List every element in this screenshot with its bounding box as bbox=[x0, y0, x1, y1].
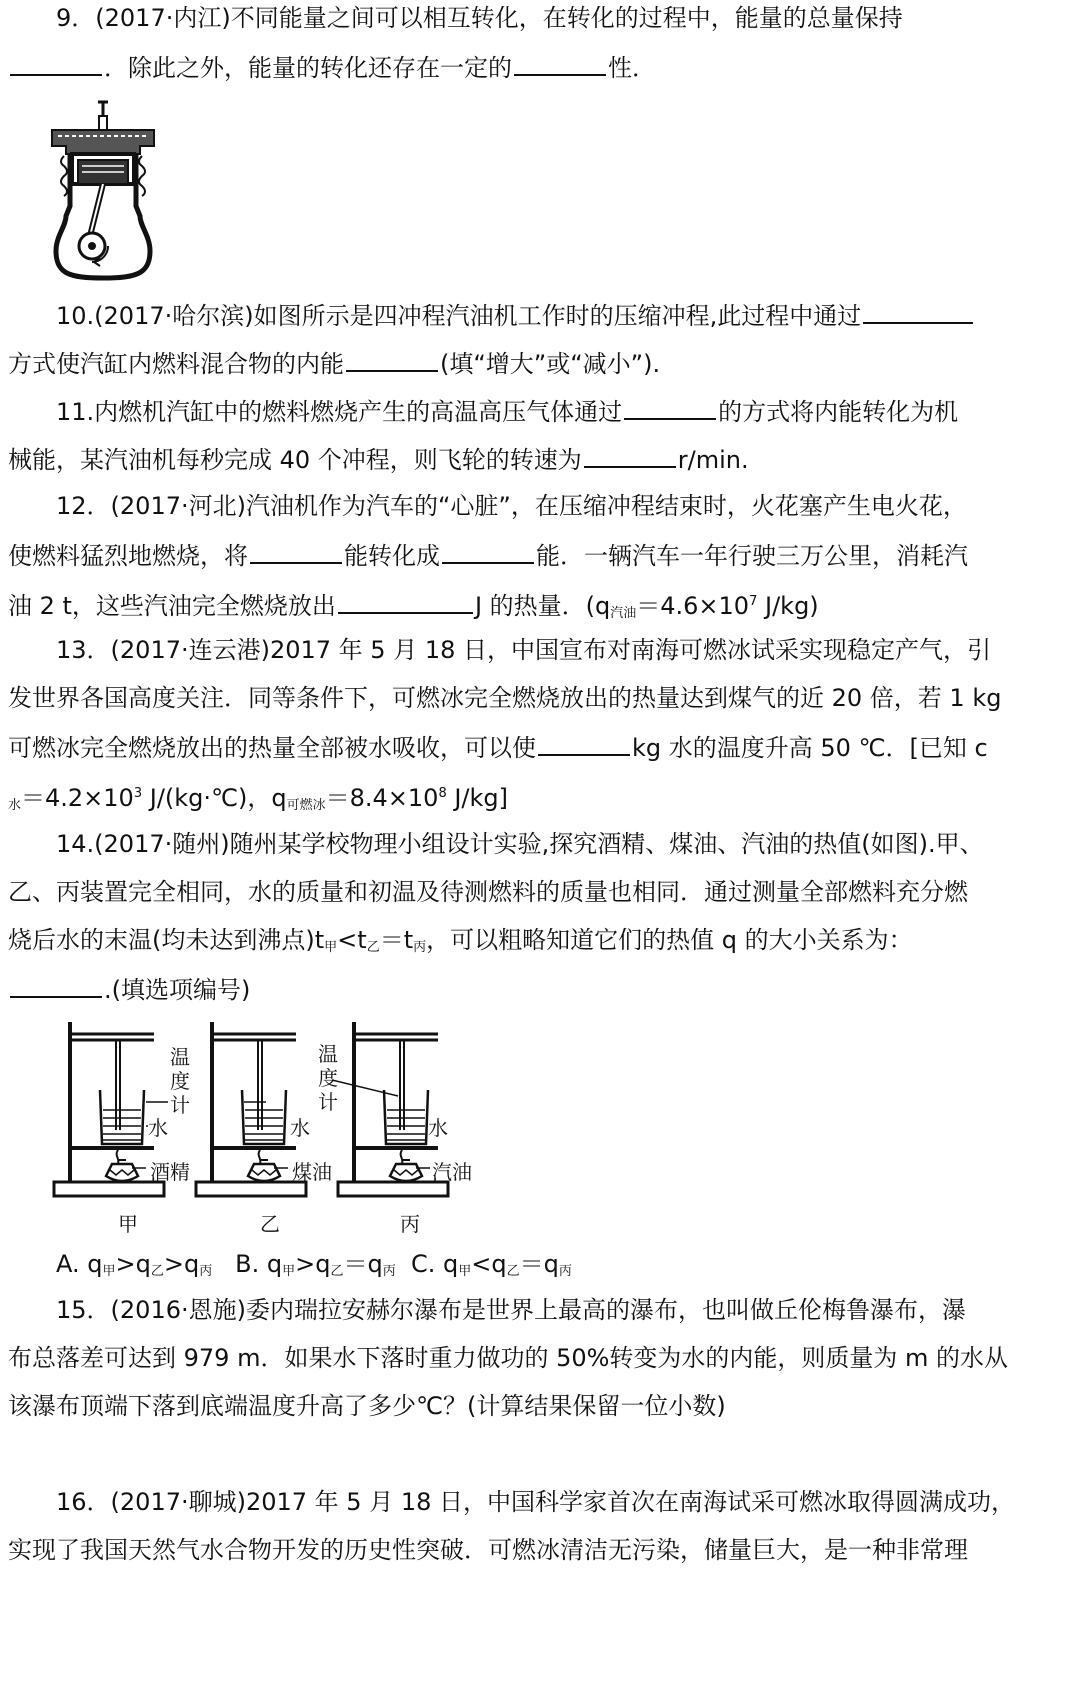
q12-line-2: 使燃料猛烈地燃烧，将 能转化成 能．一辆汽车一年行驶三万公里，消耗汽 bbox=[8, 538, 1070, 572]
q13-line-3: 可燃冰完全燃烧放出的热量全部被水吸收，可以使 kg 水的温度升高 50 ℃．[已知 c bbox=[8, 730, 1070, 764]
caption-yi: 乙 bbox=[260, 1212, 280, 1236]
q14-options bbox=[56, 1248, 1070, 1288]
water-label-b: 水 bbox=[290, 1116, 310, 1140]
q15-line-1: 15．(2016·恩施)委内瑞拉安赫尔瀑布是世界上最高的瀑布，也叫做丘伦梅鲁瀑布，瀑 bbox=[56, 1296, 966, 1324]
q11-line-2: 械能，某汽油机每秒完成 40 个冲程，则飞轮的转速为 r/min. bbox=[8, 442, 1070, 476]
option-a: A. $q_甲>q_乙>q_丙$ bbox=[56, 1250, 213, 1279]
q13-line-1: 13．(2017·连云港)2017 年 5 月 18 日，中国宣布对南海可燃冰试采实现稳定产气，引 bbox=[56, 636, 992, 664]
q16-line-1: 16．(2017·聊城)2017 年 5 月 18 日，中国科学家首次在南海试采可燃冰取得圆满成功， bbox=[56, 1488, 1016, 1516]
q15-line-3: 该瀑布顶端下落到底端温度升高了多少℃？(计算结果保留一位小数) bbox=[8, 1392, 726, 1420]
q14-line-4: .(填选项编号) bbox=[8, 972, 1070, 1006]
q9-line-1: 9．(2017·内江)不同能量之间可以相互转化，在转化的过程中，能量的总量保持 bbox=[56, 4, 903, 32]
q15-line-2: 布总落差可达到 979 m．如果水下落时重力做功的 50%转变为水的内能，则质量为 m 的水从 bbox=[8, 1344, 1009, 1372]
q13-line-4: $_水=4.2\times 10^3$ J/(kg·℃)，$q_{可燃冰}=8.4\times 10^8$ J/kg] bbox=[8, 784, 509, 813]
q16-line-2: 实现了我国天然气水合物开发的历史性突破．可燃冰清洁无污染，储量巨大，是一种非常理 bbox=[8, 1536, 968, 1564]
option-c: C. $q_甲<q_乙=q_丙$ bbox=[410, 1250, 572, 1279]
option-b: B. $q_甲>q_乙=q_丙$ bbox=[235, 1250, 396, 1279]
caption-jia: 甲 bbox=[118, 1212, 138, 1236]
water-label-c: 水 bbox=[428, 1116, 448, 1140]
q12-line-3: 油 2 t，这些汽油完全燃烧放出 J 的热量．($q_{汽油}=4.6\times 10^7$ J/kg) bbox=[8, 586, 1070, 630]
q10-line-2: 方式使汽缸内燃料混合物的内能 (填“增大”或“减小”). bbox=[8, 346, 1070, 380]
thermometer-label-a: 温度计 bbox=[170, 1045, 190, 1117]
q13-line-2: 发世界各国高度关注．同等条件下，可燃冰完全燃烧放出的热量达到煤气的近 20 倍，若 1 kg bbox=[8, 684, 1002, 712]
q11-line-1: 11.内燃机汽缸中的燃料燃烧产生的高温高压气体通过 的方式将内能转化为机 bbox=[56, 394, 1070, 428]
thermometer-label-c: 温度计 bbox=[318, 1042, 338, 1114]
water-label-a: 水 bbox=[148, 1116, 168, 1140]
q12-line-1: 12．(2017·河北)汽油机作为汽车的“心脏”，在压缩冲程结束时，火花塞产生电火花， bbox=[56, 492, 967, 520]
fuel-label-kerosene: 煤油 bbox=[292, 1160, 332, 1184]
caption-bing: 丙 bbox=[400, 1212, 420, 1236]
engine-figure bbox=[48, 96, 168, 286]
q14-line-2: 乙、丙装置完全相同，水的质量和初温及待测燃料的质量也相同．通过测量全部燃料充分燃 bbox=[8, 878, 968, 906]
q14-line-3: 烧后水的末温(均未达到沸点)$t_甲<t_乙=t_丙$，可以粗略知道它们的热值 q 的大小关系为： bbox=[8, 926, 913, 955]
fuel-label-alcohol: 酒精 bbox=[150, 1160, 190, 1184]
q10-line-1: 10.(2017·哈尔滨)如图所示是四冲程汽油机工作时的压缩冲程,此过程中通过 bbox=[56, 298, 1070, 332]
q14-line-1: 14.(2017·随州)随州某学校物理小组设计实验,探究酒精、煤油、汽油的热值(如图).甲、 bbox=[56, 830, 984, 858]
fuel-label-gasoline: 汽油 bbox=[432, 1160, 472, 1184]
q9-line-2: ．除此之外，能量的转化还存在一定的 性． bbox=[8, 50, 1070, 84]
